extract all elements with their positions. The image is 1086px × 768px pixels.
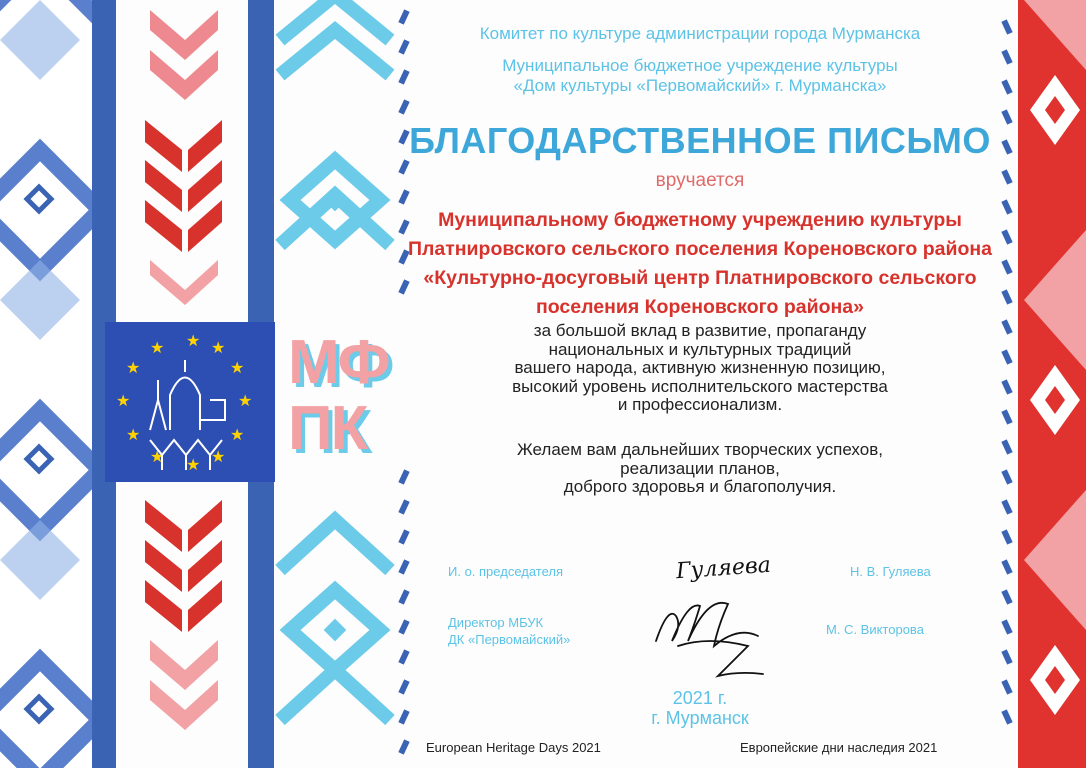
institution-line-1: Муниципальное бюджетное учреждение культуры [502, 56, 898, 75]
footer-right: Европейские дни наследия 2021 [740, 740, 938, 755]
logo-line-1: МФ [288, 328, 389, 397]
recipient-line: Муниципальному бюджетному учреждению культуры [438, 209, 962, 231]
mfpk-logo [288, 328, 408, 482]
footer-left: European Heritage Days 2021 [426, 740, 601, 755]
recipient-block [400, 206, 1000, 322]
reason-line: национальных и культурных традиций [548, 339, 852, 359]
date-place [600, 688, 800, 728]
reason-line: за большой вклад в развитие, пропаганду [533, 321, 867, 340]
svg-text:★: ★ [126, 358, 141, 377]
recipient-line: поселения Кореновского района» [536, 296, 864, 318]
svg-text:★: ★ [186, 455, 201, 474]
institution-name [400, 56, 1000, 96]
signatory-2-name: М. С. Викторова [826, 622, 924, 637]
svg-text:★: ★ [230, 358, 245, 377]
signatory-2-position [448, 614, 570, 648]
left-diamond-ornament [0, 0, 100, 768]
svg-text:★: ★ [126, 425, 141, 444]
reason-line: и профессионализм. [617, 395, 783, 414]
handwritten-signature-1: Гуляева [675, 552, 772, 585]
wishes-block [420, 441, 980, 497]
svg-text:★: ★ [150, 338, 165, 357]
svg-text:★: ★ [211, 447, 226, 466]
signatory-1-position: И. о. председателя [448, 564, 564, 579]
logo-line-2: ПК [288, 394, 367, 463]
wishes-line: реализации планов, [620, 458, 780, 478]
signatory-2-position-line: ДК «Первомайский» [448, 632, 571, 647]
signatory-1-name: Н. В. Гуляева [850, 564, 931, 579]
certificate-title: БЛАГОДАРСТВЕННОЕ ПИСЬМО [409, 120, 991, 161]
reason-line: вашего народа, активную жизненную позицию, [514, 358, 886, 377]
handwritten-signature-2 [648, 596, 768, 686]
right-triangle-ornament [1018, 0, 1086, 768]
year: 2021 г. [672, 688, 728, 708]
committee-name: Комитет по культуре администрации города Мурманска [479, 24, 921, 43]
city: г. Мурманск [651, 708, 749, 728]
recipient-line: «Культурно-досуговый центр Платнировского сельского [423, 267, 977, 289]
svg-text:★: ★ [116, 391, 131, 410]
svg-text:★: ★ [211, 338, 226, 357]
recipient-line: Платнировского сельского поселения Кореновского района [407, 238, 992, 260]
wishes-line: доброго здоровья и благополучия. [563, 477, 837, 496]
svg-text:★: ★ [186, 331, 201, 350]
reason-line: высокий уровень исполнительского мастерства [512, 376, 888, 396]
svg-text:★: ★ [150, 447, 165, 466]
institution-line-2: «Дом культуры «Первомайский» г. Мурманска» [513, 76, 887, 95]
awarded-label: вручается [655, 170, 745, 191]
reason-block [420, 322, 980, 415]
signatory-2-position-line: Директор МБУК [448, 615, 544, 630]
svg-text:★: ★ [230, 425, 245, 444]
eu-emblem [105, 322, 275, 482]
svg-text:★: ★ [238, 391, 253, 410]
wishes-line: Желаем вам дальнейших творческих успехов, [517, 440, 883, 459]
